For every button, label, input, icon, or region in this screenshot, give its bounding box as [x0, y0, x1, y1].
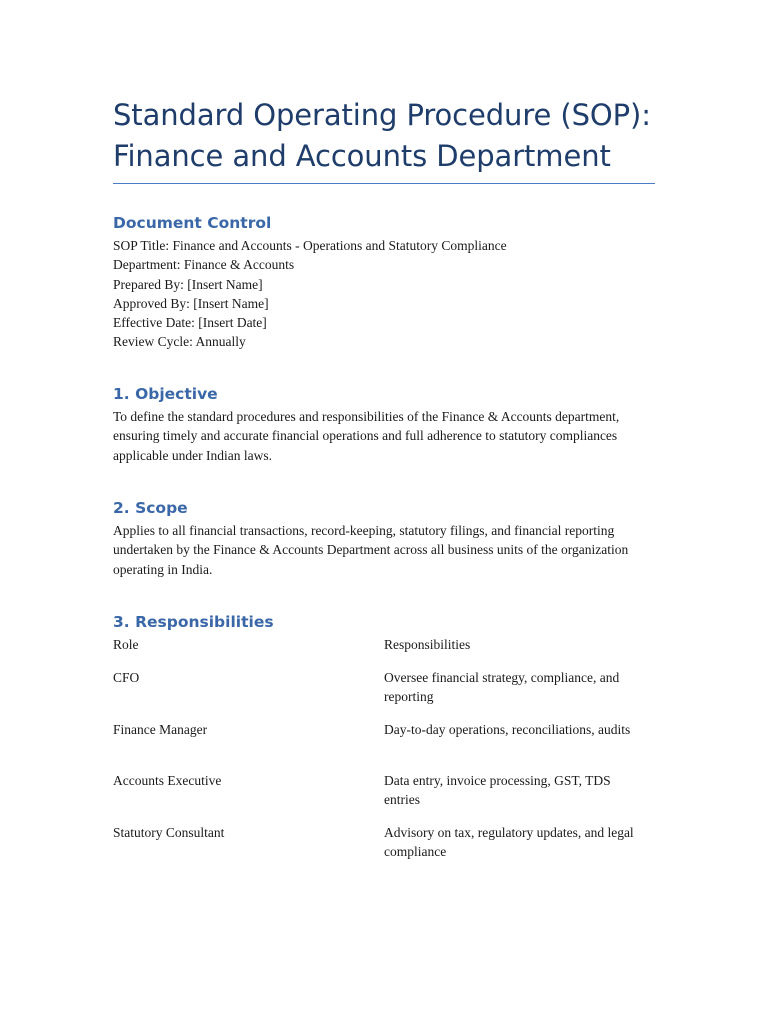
- responsibilities-heading: 3. Responsibilities: [113, 613, 274, 631]
- responsibilities-section: [113, 611, 655, 633]
- document-title-line-2: Finance and Accounts Department: [113, 139, 611, 173]
- title-underline: [113, 183, 655, 184]
- table-row: [113, 823, 655, 875]
- responsibilities-column-header: Responsibilities: [384, 637, 471, 652]
- objective-heading: 1. Objective: [113, 385, 218, 403]
- scope-heading: 2. Scope: [113, 499, 188, 517]
- role-cell: Accounts Executive: [113, 773, 222, 788]
- objective-text: To define the standard procedures and responsibilities of the Finance & Accounts department, ensuring timely and accurate financial operations and full adherence to statutory compliances applicable under Indian laws.: [113, 409, 620, 463]
- document-control-section: [113, 212, 655, 352]
- sop-title-line: SOP Title: Finance and Accounts - Operations and Statutory Compliance: [113, 238, 507, 253]
- document-control-heading: Document Control: [113, 214, 272, 232]
- review-cycle-line: Review Cycle: Annually: [113, 334, 246, 350]
- role-column-header: Role: [113, 637, 139, 652]
- effective-date-line: Effective Date: [Insert Date]: [113, 315, 267, 331]
- document-title-line-1: Standard Operating Procedure (SOP):: [113, 98, 651, 132]
- role-cell: Statutory Consultant: [113, 824, 225, 840]
- scope-section: [113, 497, 655, 579]
- table-row: [113, 771, 655, 823]
- responsibility-cell: Data entry, invoice processing, GST, TDS entries: [384, 773, 611, 808]
- table-row: [113, 668, 655, 720]
- prepared-by-line: Prepared By: [Insert Name]: [113, 276, 263, 292]
- role-cell: CFO: [113, 670, 140, 685]
- table-row: [113, 720, 655, 772]
- table-header-row: [113, 635, 655, 668]
- role-cell: Finance Manager: [113, 721, 208, 737]
- objective-section: [113, 383, 655, 465]
- responsibility-cell: Advisory on tax, regulatory updates, and legal compliance: [384, 824, 634, 859]
- document-page: [113, 95, 655, 859]
- department-line: Department: Finance & Accounts: [113, 257, 295, 273]
- responsibility-cell: Day-to-day operations, reconciliations, audits: [384, 721, 631, 737]
- responsibility-cell: Oversee financial strategy, compliance, and reporting: [384, 670, 620, 705]
- scope-text: Applies to all financial transactions, record-keeping, statutory filings, and financial reporting undertaken by the Finance & Accounts Department across all business units of the organization operating in India.: [113, 523, 629, 577]
- document-title: [113, 95, 655, 177]
- approved-by-line: Approved By: [Insert Name]: [113, 295, 269, 311]
- responsibilities-table: [113, 635, 655, 874]
